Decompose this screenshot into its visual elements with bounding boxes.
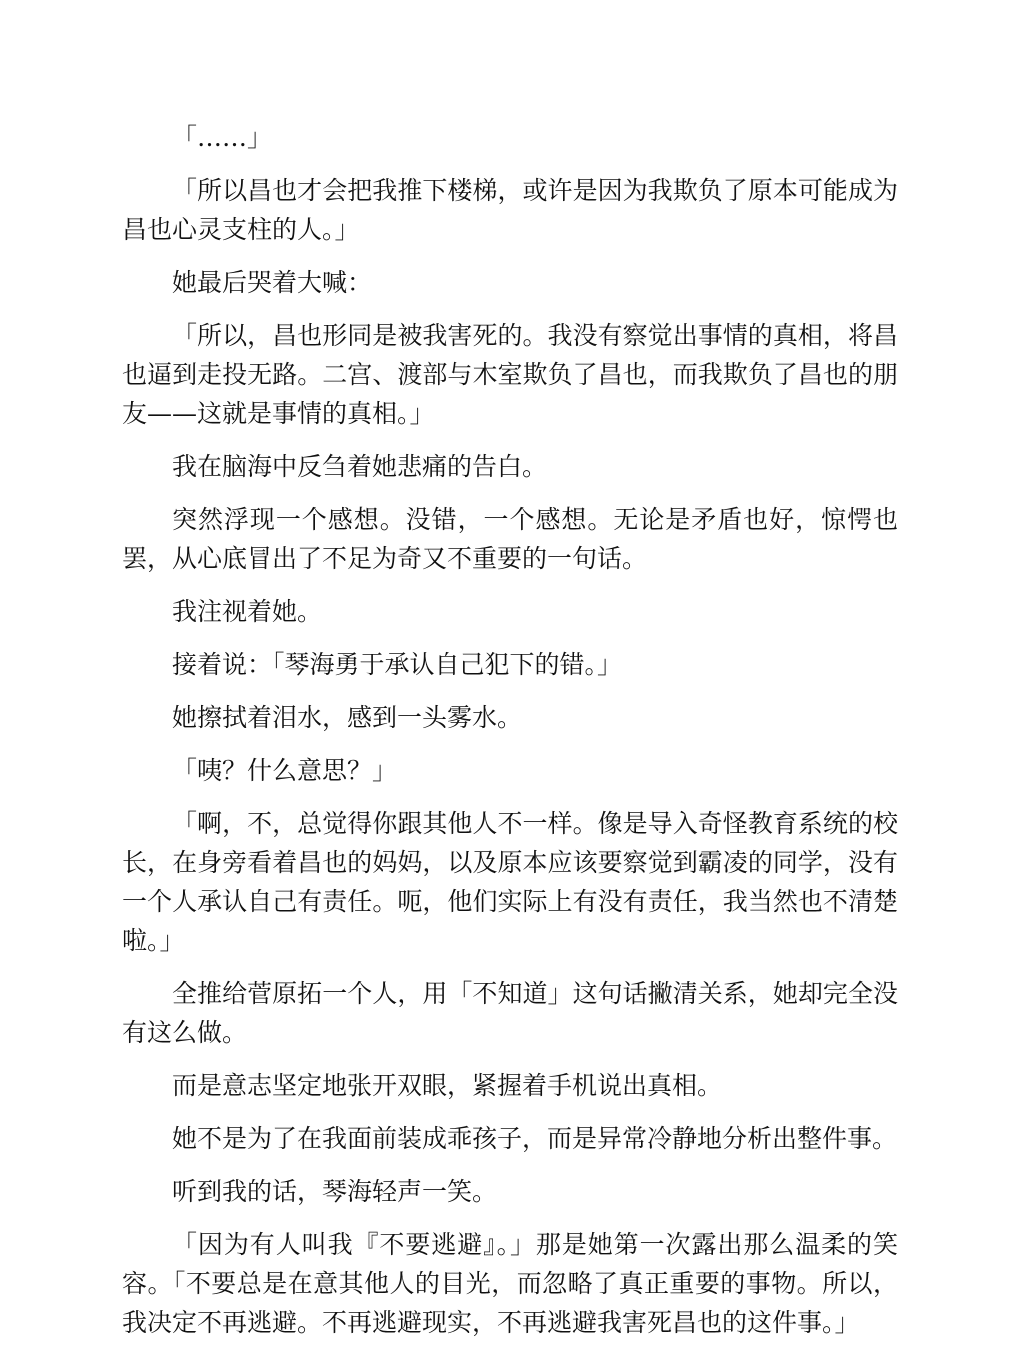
paragraph: 「……」 [172,123,273,152]
paragraph: 她擦拭着泪水，感到一头雾水。 [172,703,523,732]
paragraph: 「啊，不，总觉得你跟其他人不一样。像是导入奇怪教育系统的校长，在身旁看着昌也的妈妈，以及原本应该要察觉到霸凌的同学，没有一个人承认自己有责任。呃，他们实际上有没有责任，我当然也不清楚啦。」 [122,809,898,955]
paragraph: 「所以，昌也形同是被我害死的。我没有察觉出事情的真相，将昌也逼到走投无路。二宫、渡部与木室欺负了昌也，而我欺负了昌也的朋友——这就是事情的真相。」 [122,321,898,428]
paragraph: 突然浮现一个感想。没错，一个感想。无论是矛盾也好，惊愕也罢，从心底冒出了不足为奇又不重要的一句话。 [122,505,898,573]
paragraph: 听到我的话，琴海轻声一笑。 [172,1177,498,1206]
paragraph: 而是意志坚定地张开双眼，紧握着手机说出真相。 [172,1071,723,1100]
paragraph: 我在脑海中反刍着她悲痛的告白。 [172,452,548,481]
paragraph: 她最后哭着大喊： [172,268,373,297]
paragraph: 我注视着她。 [172,597,323,626]
paragraph: 「咦？什么意思？」 [172,756,398,785]
paragraph: 「所以昌也才会把我推下楼梯，或许是因为我欺负了原本可能成为昌也心灵支柱的人。」 [122,176,898,244]
paragraph: 她不是为了在我面前装成乖孩子，而是异常冷静地分析出整件事。 [172,1124,898,1153]
paragraph: 接着说：「琴海勇于承认自己犯下的错。」 [172,650,623,679]
paragraph: 全推给菅原拓一个人，用「不知道」这句话撇清关系，她却完全没有这么做。 [122,979,898,1047]
document-page [122,118,898,1356]
paragraph: 「因为有人叫我『不要逃避』。」那是她第一次露出那么温柔的笑容。「不要总是在意其他人的目光，而忽略了真正重要的事物。所以，我决定不再逃避。不再逃避现实，不再逃避我害死昌也的这件事。」 [122,1230,898,1337]
